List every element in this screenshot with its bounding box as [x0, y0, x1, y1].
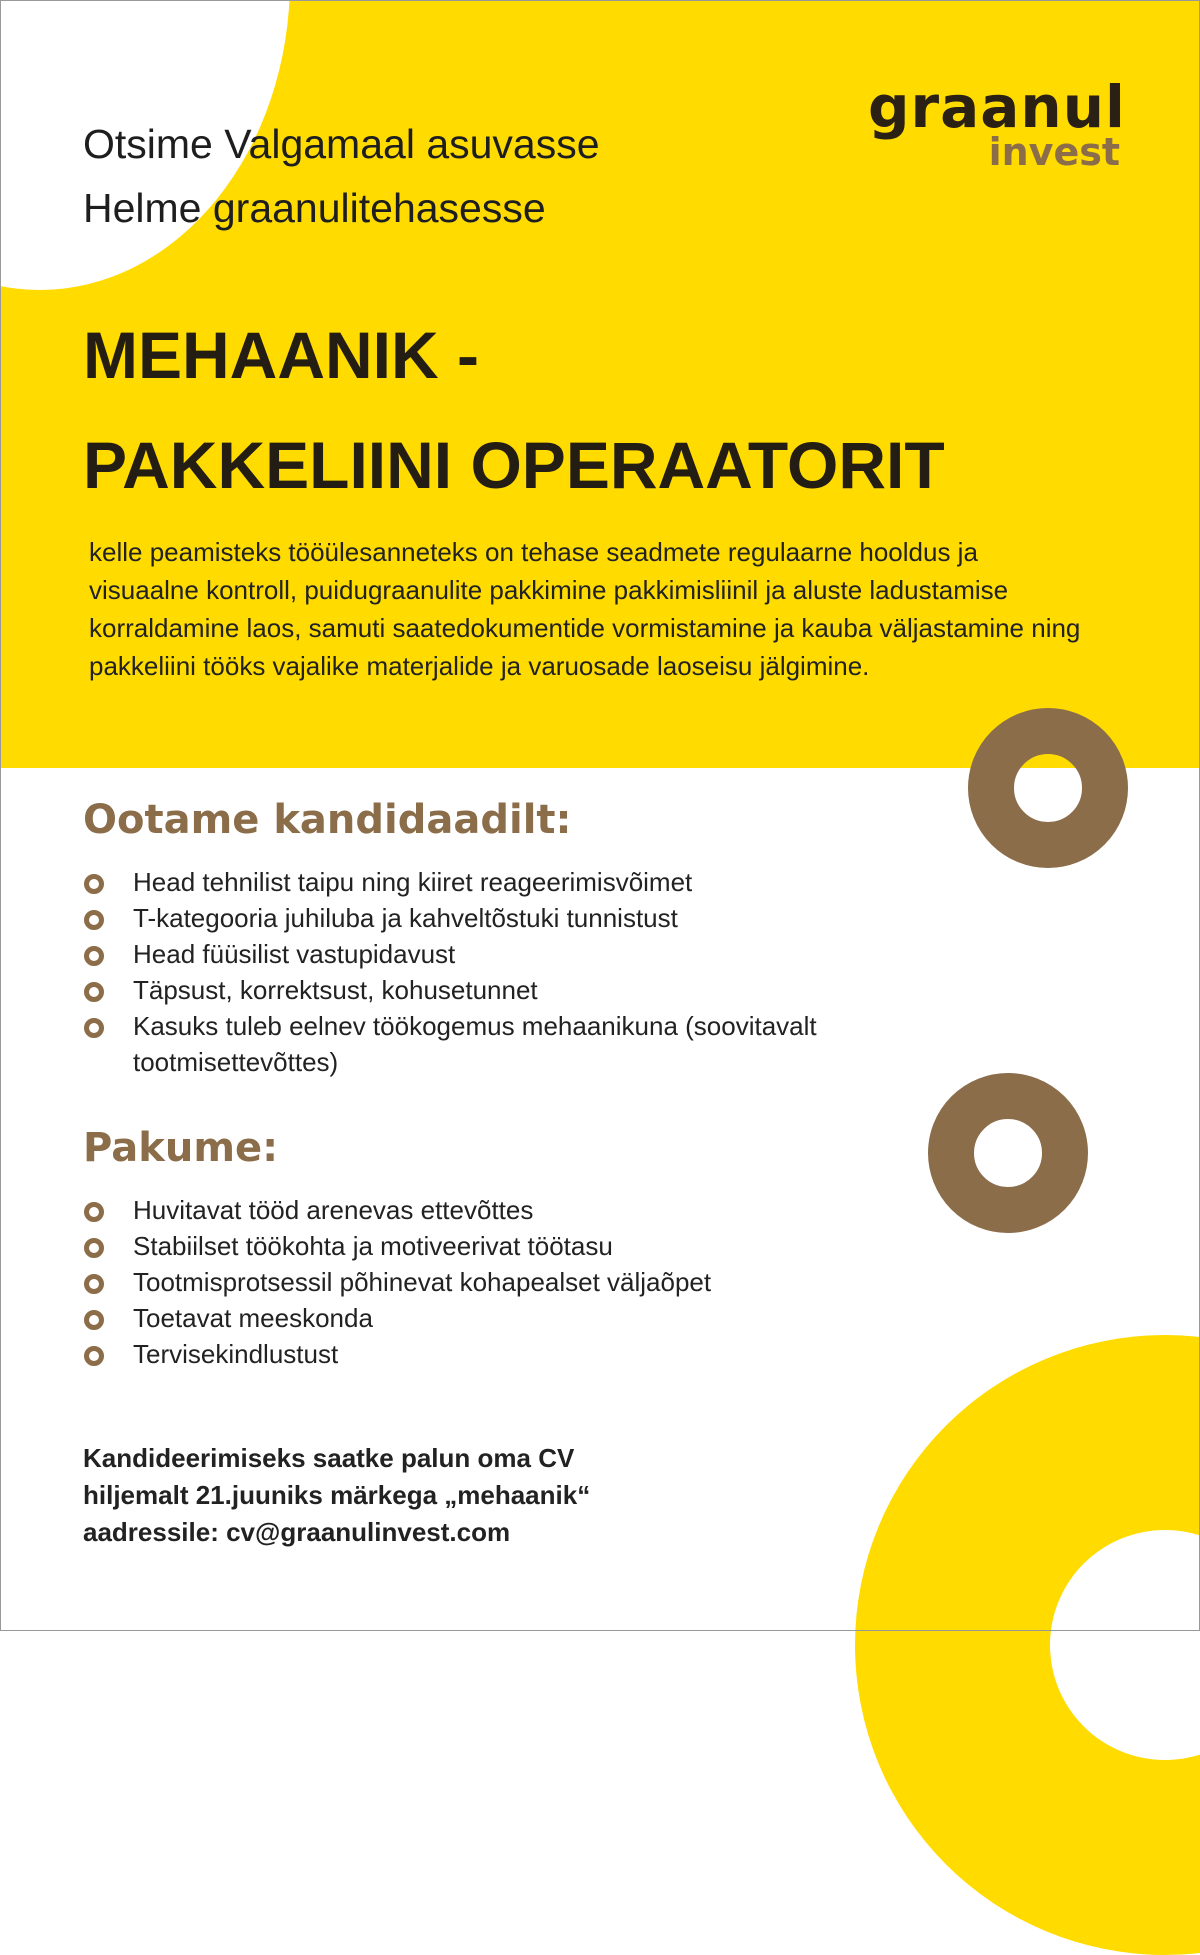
bullet-ring-icon	[84, 1018, 104, 1038]
job-title-line: PAKKELIINI OPERAATORIT	[83, 428, 945, 502]
list-item	[80, 864, 980, 900]
list-item	[80, 972, 980, 1008]
list-item-text: Head füüsilist vastupidavust	[133, 939, 456, 969]
job-title	[83, 300, 1163, 520]
job-title-line: MEHAANIK -	[83, 318, 479, 392]
logo-wordmark: graanul	[868, 73, 1126, 141]
contact-instructions	[83, 1440, 783, 1551]
intro-line: Helme graanulitehasesse	[83, 185, 546, 231]
bullet-ring-icon	[84, 982, 104, 1002]
list-item	[80, 1192, 980, 1228]
list-item-text: Tootmisprotsessil põhinevat kohapealset väljaõpet	[133, 1267, 712, 1297]
bullet-ring-icon	[84, 1238, 104, 1258]
logo-subtitle: invest	[988, 130, 1120, 174]
list-item	[80, 936, 980, 972]
offer-list	[80, 1192, 980, 1372]
bullet-ring-icon	[84, 1202, 104, 1222]
bullet-ring-icon	[84, 1346, 104, 1366]
list-item	[80, 1264, 980, 1300]
contact-line: Kandideerimiseks saatke palun oma CV	[83, 1443, 575, 1473]
company-logo	[868, 72, 1128, 182]
list-item-text: Täpsust, korrektsust, kohusetunnet	[133, 975, 538, 1005]
decorative-brown-ring	[968, 708, 1128, 868]
job-description: kelle peamisteks tööülesanneteks on tehase seadmete regulaarne hooldus ja visuaalne kontroll, puidugraanulite pakkimine pakkimisliinil ja aluste ladustamise korraldamine laos, samuti saatedokumentide vormistamine ja kauba väljastamine ning pakkeliini tööks vajalike materjalide ja varuosade laoseisu jälgimine.	[89, 537, 1081, 681]
intro-line: Otsime Valgamaal asuvasse	[83, 121, 600, 167]
bullet-ring-icon	[84, 1310, 104, 1330]
requirements-heading: Ootame kandidaadilt:	[83, 797, 572, 843]
list-item	[80, 1008, 980, 1080]
bullet-ring-icon	[84, 946, 104, 966]
contact-email-line[interactable]: aadressile: cv@graanulinvest.com	[83, 1517, 511, 1547]
list-item-text: T-kategooria juhiluba ja kahveltõstuki tunnistust	[133, 903, 678, 933]
list-item-text: Toetavat meeskonda	[133, 1303, 373, 1333]
list-item	[80, 900, 980, 936]
list-item	[80, 1300, 980, 1336]
contact-line: hiljemalt 21.juuniks märkega „mehaanik“	[83, 1480, 591, 1510]
list-item-text: Kasuks tuleb eelnev töökogemus mehaanikuna (soovitavalt tootmisettevõttes)	[133, 1011, 817, 1077]
list-item-text: Huvitavat tööd arenevas ettevõttes	[133, 1195, 534, 1225]
intro-text	[83, 112, 783, 240]
bullet-ring-icon	[84, 874, 104, 894]
requirements-list	[80, 864, 980, 1080]
list-item-text: Stabiilset töökohta ja motiveerivat töötasu	[133, 1231, 613, 1261]
bullet-ring-icon	[84, 910, 104, 930]
list-item-text: Tervisekindlustust	[133, 1339, 339, 1369]
list-item	[80, 1228, 980, 1264]
list-item-text: Head tehnilist taipu ning kiiret reageerimisvõimet	[133, 867, 693, 897]
list-item	[80, 1336, 980, 1372]
offer-heading: Pakume:	[83, 1125, 279, 1171]
bullet-ring-icon	[84, 1274, 104, 1294]
